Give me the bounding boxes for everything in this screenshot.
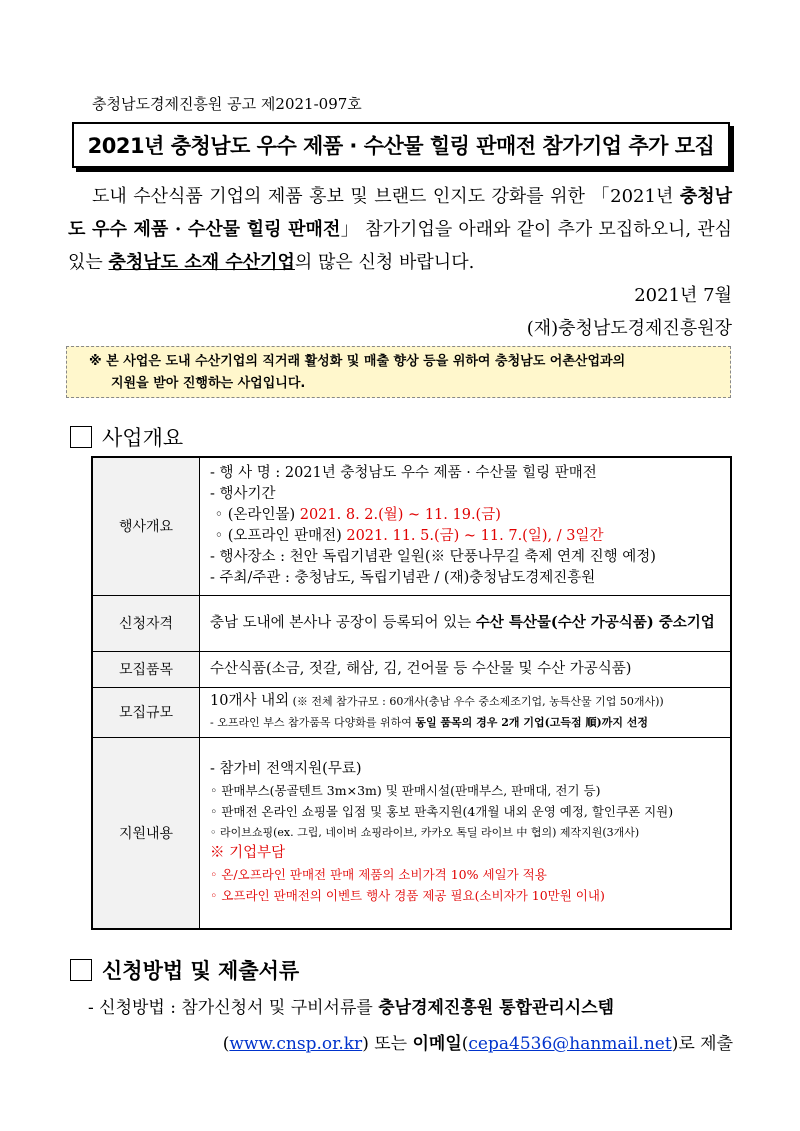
event-place: - 행사장소 : 천안 독립기념관 일원(※ 단풍나무길 축제 연계 진행 예정) xyxy=(210,549,656,566)
intro-text-3: 의 많은 신청 바랍니다. xyxy=(294,252,475,273)
row-header-support: 지원내용 xyxy=(92,737,200,929)
event-online xyxy=(210,505,722,526)
row-header-eligibility: 신청자격 xyxy=(92,595,200,651)
event-host: - 주최/주관 : 충청남도, 독립기념관 / (재)충청남도경제진흥원 xyxy=(210,570,596,587)
support-line-4: ◦ 라이브쇼핑(ex. 그립, 네이버 쇼핑라이브, 카카오 톡딜 라이브 中 협의) 제작지원(3개사) xyxy=(210,826,640,840)
eligibility-text-a: 충남 도내에 본사나 공장이 등록되어 있는 xyxy=(210,615,476,631)
offline-period: 2021. 11. 5.(금) ~ 11. 7.(일), / 3일간 xyxy=(346,528,604,545)
offline-label: ◦ (오프라인 판매전) xyxy=(214,528,347,545)
note-line-2: 지원을 받아 진행하는 사업입니다. xyxy=(111,376,306,391)
method-end: 로 제출 xyxy=(678,1034,733,1054)
support-line-5: ※ 기업부담 xyxy=(210,845,286,862)
scale-line-2 xyxy=(210,712,722,733)
online-period: 2021. 8. 2.(월) ~ 11. 19.(금) xyxy=(299,507,501,524)
note-box xyxy=(66,346,731,398)
intro-org: (재)충청남도경제진흥원장 xyxy=(526,318,732,339)
method-text xyxy=(88,990,733,1062)
eligibility-text xyxy=(200,595,732,651)
items-text: 수산식품(소금, 젓갈, 해삼, 김, 건어물 등 수산물 및 수산 가공식품) xyxy=(200,651,732,687)
method-mid: 또는 xyxy=(368,1034,413,1054)
scale-line-2a: - 오프라인 부스 참가품목 다양화를 위하여 xyxy=(210,716,416,729)
online-label: ◦ (온라인몰) xyxy=(214,507,300,524)
table-row xyxy=(92,651,731,687)
scale-count: 10개사 내외 xyxy=(210,693,290,709)
support-line-2: ◦ 판매부스(몽골텐트 3m×3m) 및 판매시설(판매부스, 판매대, 전기 등) xyxy=(210,783,601,799)
checkbox-square-icon xyxy=(70,426,92,448)
overview-table xyxy=(91,456,732,930)
title-box xyxy=(72,122,730,168)
intro-paragraph xyxy=(68,180,732,279)
note-line-1: ※ 본 사업은 도내 수산기업의 직거래 활성화 및 매출 향상 등을 위하여 충청남도 어촌산업과의 xyxy=(89,354,626,369)
intro xyxy=(68,180,732,345)
section-method-heading xyxy=(70,955,299,985)
table-row xyxy=(92,457,731,595)
section-overview-heading xyxy=(70,422,183,452)
method-email-label: 이메일 xyxy=(412,1034,462,1054)
intro-text-1: 도내 수산식품 기업의 제품 홍보 및 브랜드 인지도 강화를 위한 「2021년 xyxy=(92,186,674,207)
notice-number: 충청남도경제진흥원 공고 제2021-097호 xyxy=(92,95,362,113)
event-offline xyxy=(210,526,722,547)
support-line-3: ◦ 판매전 온라인 쇼핑몰 입점 및 홍보 판촉지원(4개월 내외 운영 예정, 할인쿠폰 지원) xyxy=(210,804,674,820)
site-link[interactable]: www.cnsp.or.kr xyxy=(229,1034,363,1054)
table-row xyxy=(92,687,731,737)
intro-target: 충청남도 소재 수산기업 xyxy=(108,252,295,273)
row-header-event: 행사개요 xyxy=(92,457,200,595)
event-name: - 행 사 명 : 2021년 충청남도 우수 제품 · 수산물 힐링 판매전 xyxy=(210,465,597,482)
checkbox-square-icon xyxy=(70,959,92,981)
section-method-title: 신청방법 및 제출서류 xyxy=(102,959,300,983)
method-line-1 xyxy=(88,990,733,1026)
scale-text xyxy=(200,687,732,737)
table-row xyxy=(92,595,731,651)
table-row xyxy=(92,737,731,929)
method-prefix: - 신청방법 : 참가신청서 및 구비서류를 xyxy=(88,998,379,1018)
row-header-scale: 모집규모 xyxy=(92,687,200,737)
eligibility-text-bold: 수산 특산물(수산 가공식품) 중소기업 xyxy=(475,614,715,631)
support-details xyxy=(200,737,732,929)
support-line-1: - 참가비 전액지원(무료) xyxy=(210,761,362,778)
event-details xyxy=(200,457,732,595)
row-header-items: 모집품목 xyxy=(92,651,200,687)
scale-note: (※ 전체 참가규모 : 60개사(충남 우수 중소제조기업, 농특산물 기업 50개사)) xyxy=(289,695,664,708)
section-overview-title: 사업개요 xyxy=(102,426,184,450)
support-line-7: ◦ 오프라인 판매전의 이벤트 행사 경품 제공 필요(소비자가 10만원 이내) xyxy=(210,888,605,904)
support-line-6: ◦ 온/오프라인 판매전 판매 제품의 소비가격 10% 세일가 적용 xyxy=(210,867,547,883)
event-period-label: - 행사기간 xyxy=(210,486,276,503)
intro-date: 2021년 7월 xyxy=(634,285,732,306)
intro-text-2: 」 참가기업을 아래와 같이 추가 모집하오니, 관심 있는 xyxy=(68,219,732,273)
method-line-2: (www.cnsp.or.kr) 또는 이메일(cepa4536@hanmail.net)로 제출 xyxy=(222,1034,733,1054)
scale-line-1 xyxy=(210,691,722,712)
scale-line-2-bold: 동일 품목의 경우 2개 기업(고득점 順)까지 선정 xyxy=(415,716,649,729)
intro-event-name: 충청남도 우수 제품 · 수산물 힐링 판매전 xyxy=(68,186,732,240)
page-title: 2021년 충청남도 우수 제품 · 수산물 힐링 판매전 참가기업 추가 모집 xyxy=(87,134,715,158)
method-system: 충남경제진흥원 통합관리시스템 xyxy=(378,998,615,1018)
email-link[interactable]: cepa4536@hanmail.net xyxy=(468,1034,672,1054)
